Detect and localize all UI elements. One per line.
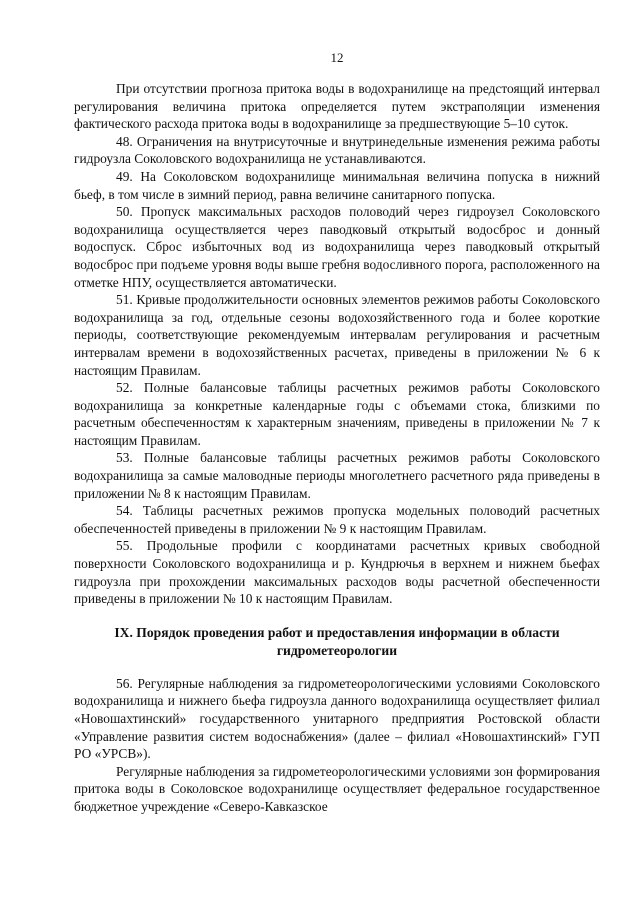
page-number: 12 [330,50,344,65]
paragraph-51: 51. Кривые продолжительности основных элементов режимов работы Соколовского водохранилища за год, отдельные сезоны водохозяйственного года и более короткие периоды, соответствующие рекомендуемым интервалам регулирования и расчетным интервалам времени в водохозяйственных расчетах, приведены в приложении № 6 к настоящим Правилам. [74,292,600,378]
paragraph-54: 54. Таблицы расчетных режимов пропуска модельных половодий расчетных обеспеченностей приведены в приложении № 9 к настоящим Правилам. [74,503,600,536]
paragraph-53: 53. Полные балансовые таблицы расчетных режимов работы Соколовского водохранилища за самые маловодные периоды многолетнего расчетного ряда приведены в приложении № 8 к настоящим Правилам. [74,450,600,501]
paragraph-50: 50. Пропуск максимальных расходов половодий через гидроузел Соколовского водохранилища осуществляется через паводковый открытый водосброс и донный водоспуск. Сброс избыточных вод из водохранилища через паводковый открытый водосброс при подъеме уровня воды выше гребня водосливного порога, расположенного на отметке НПУ, осуществляется автоматически. [74,204,600,290]
paragraph-52: 52. Полные балансовые таблицы расчетных режимов работы Соколовского водохранилища за конкретные календарные годы с объемами стока, близкими по расчетным обеспеченностям к характерным значениям, приведены в приложении № 7 к настоящим Правилам. [74,380,600,448]
paragraph-56: 56. Регулярные наблюдения за гидрометеорологическими условиями Соколовского водохранилища и нижнего бьефа гидроузла данного водохранилища осуществляет филиал «Новошахтинский» государственного унитарного предприятия Ростовской области «Управление развития систем водоснабжения» (далее – филиал «Новошахтинский» ГУП РО «УРСВ»). [74,675,600,762]
document-body [74,80,600,816]
paragraph-49: 49. На Соколовском водохранилище минимальная величина попуска в нижний бьеф, в том числе в зимний период, равна величине санитарного попуска. [74,168,600,202]
section-heading: IX. Порядок проведения работ и предоставления информации в области гидрометеорологии [114,624,560,658]
paragraph-48: 48. Ограничения на внутрисуточные и внутринедельные изменения режима работы гидроузла Соколовского водохранилища не устанавливаются. [74,133,600,167]
paragraph-extrapolation: При отсутствии прогноза притока воды в водохранилище на предстоящий интервал регулирования величина притока определяется путем экстраполяции изменения фактического расхода притока воды в водохранилище за предшествующие 5–10 суток. [74,81,600,132]
paragraph-observations: Регулярные наблюдения за гидрометеорологическими условиями зон формирования притока воды в Соколовское водохранилище осуществляет федеральное государственное бюджетное учреждение «Северо-Кавказское [74,763,600,814]
paragraph-55: 55. Продольные профили с координатами расчетных кривых свободной поверхности Соколовского водохранилища и р. Кундрючья в верхнем и нижнем бьефах гидроузла при прохождении максимальных расходов воды расчетной обеспеченности приведены в приложении № 10 к настоящим Правилам. [74,538,600,607]
